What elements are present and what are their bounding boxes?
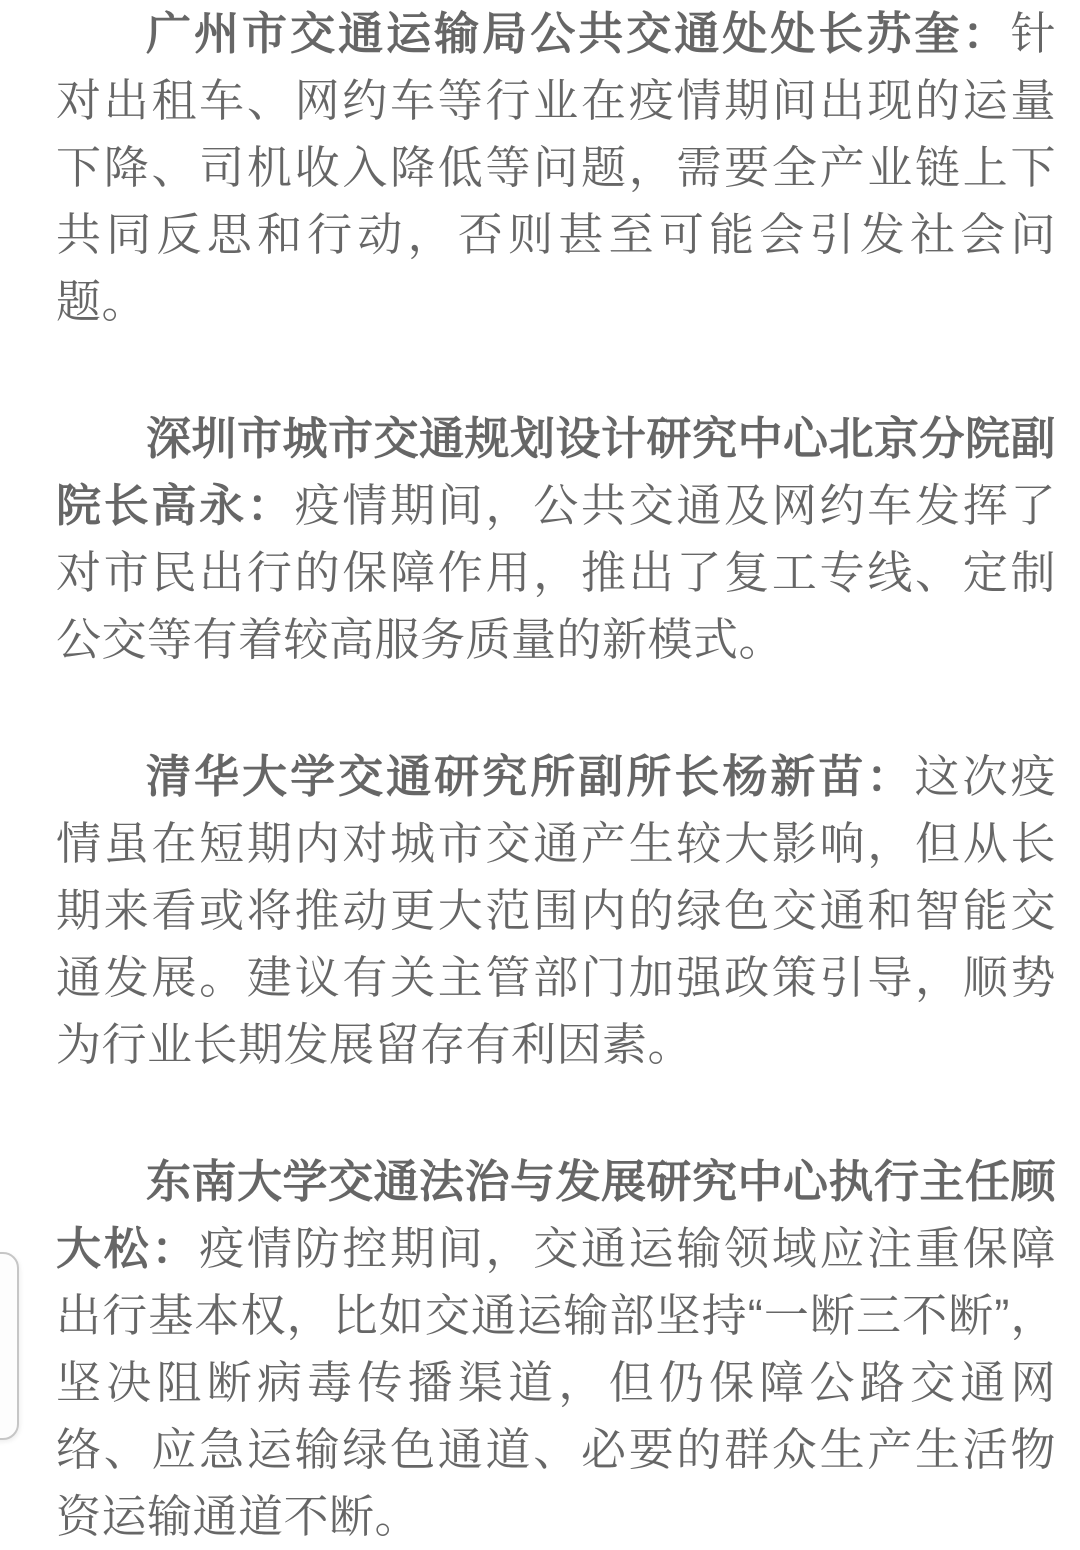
paragraph-quote <box>56 1148 1056 1550</box>
paragraph-quote <box>56 0 1056 335</box>
speaker-title: 深圳市城市交通规划设计研究中心北京分院副院长高永： <box>56 413 1057 531</box>
speaker-title: 东南大学交通法治与发展研究中心执行主任顾大松： <box>56 1156 1057 1274</box>
floating-edge-handle[interactable] <box>0 1252 19 1440</box>
quote-text: 疫情防控期间，交通运输领域应注重保障出行基本权，比如交通运输部坚持“一断三不断”，坚决阻断病毒传播渠道，但仍保障公路交通网络、应急运输绿色通道、必要的群众生产生活物资运输通道不断。 <box>56 1223 1056 1542</box>
paragraph-quote <box>56 405 1056 673</box>
quote-text: 针对出租车、网约车等行业在疫情期间出现的运量下降、司机收入降低等问题，需要全产业链上下共同反思和行动，否则甚至可能会引发社会问题。 <box>56 8 1056 327</box>
paragraph-quote <box>56 743 1056 1078</box>
quote-text: 这次疫情虽在短期内对城市交通产生较大影响，但从长期来看或将推动更大范围内的绿色交通和智能交通发展。建议有关主管部门加强政策引导，顺势为行业长期发展留存有利因素。 <box>56 751 1056 1070</box>
speaker-title: 广州市交通运输局公共交通处处长苏奎： <box>146 8 1011 59</box>
speaker-title: 清华大学交通研究所副所长杨新苗： <box>146 751 915 802</box>
quote-text: 疫情期间，公共交通及网约车发挥了对市民出行的保障作用，推出了复工专线、定制公交等有着较高服务质量的新模式。 <box>56 480 1056 665</box>
